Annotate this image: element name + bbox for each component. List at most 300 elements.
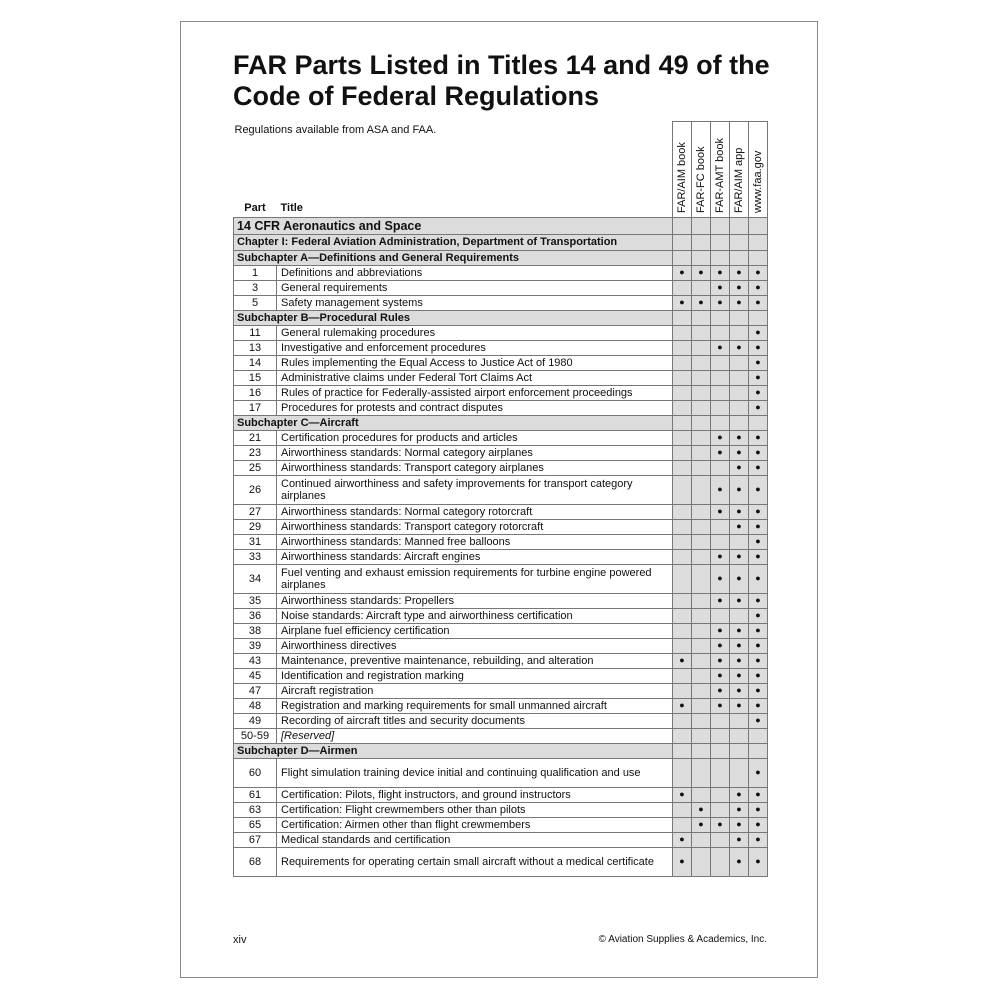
table-row <box>234 758 768 787</box>
source-cell <box>692 430 711 445</box>
part-title: General requirements <box>277 280 673 295</box>
source-cell <box>730 743 749 758</box>
availability-dot-icon: ● <box>736 267 742 277</box>
availability-dot-icon: ● <box>736 685 742 695</box>
subchapter-heading: Subchapter A—Definitions and General Requirements <box>234 250 673 265</box>
availability-dot-icon: ● <box>755 267 761 277</box>
source-cell <box>673 370 692 385</box>
source-cell <box>711 593 730 608</box>
source-cell <box>730 280 749 295</box>
source-cell <box>749 400 768 415</box>
source-cell <box>673 325 692 340</box>
source-cell <box>673 758 692 787</box>
availability-dot-icon: ● <box>736 447 742 457</box>
page-number: xiv <box>233 934 247 946</box>
table-row <box>234 295 768 310</box>
header-part: Part <box>244 201 266 214</box>
source-cell <box>749 758 768 787</box>
source-cell <box>749 549 768 564</box>
source-cell <box>730 728 749 743</box>
table-row <box>234 802 768 817</box>
source-cell <box>749 847 768 876</box>
availability-dot-icon: ● <box>717 685 723 695</box>
source-cell <box>673 549 692 564</box>
part-number: 25 <box>234 460 277 475</box>
source-cell <box>711 534 730 549</box>
availability-dot-icon: ● <box>717 282 723 292</box>
availability-dot-icon: ● <box>755 625 761 635</box>
availability-dot-icon: ● <box>755 387 761 397</box>
source-cell <box>673 460 692 475</box>
part-title: Airworthiness standards: Propellers <box>277 593 673 608</box>
source-cell <box>711 832 730 847</box>
availability-dot-icon: ● <box>755 402 761 412</box>
part-title: Airworthiness standards: Normal category rotorcraft <box>277 504 673 519</box>
source-cell <box>730 698 749 713</box>
part-title: Aircraft registration <box>277 683 673 698</box>
table-row <box>234 340 768 355</box>
availability-dot-icon: ● <box>679 700 685 710</box>
availability-dot-icon: ● <box>736 640 742 650</box>
availability-dot-icon: ● <box>755 327 761 337</box>
source-cell <box>692 787 711 802</box>
subtitle: Regulations available from ASA and FAA. <box>234 123 437 136</box>
source-cell <box>749 802 768 817</box>
source-cell <box>711 250 730 265</box>
table-header-row <box>234 122 768 218</box>
subchapter-row <box>234 310 768 325</box>
part-title: Fuel venting and exhaust emission requirements for turbine engine powered airplanes <box>277 564 673 593</box>
source-cell <box>692 608 711 623</box>
part-number: 50-59 <box>234 728 277 743</box>
source-cell <box>730 832 749 847</box>
table-row <box>234 847 768 876</box>
source-cell <box>730 608 749 623</box>
subchapter-row <box>234 415 768 430</box>
availability-dot-icon: ● <box>679 267 685 277</box>
source-cell <box>711 430 730 445</box>
part-title: Safety management systems <box>277 295 673 310</box>
availability-dot-icon: ● <box>755 655 761 665</box>
source-cell <box>673 430 692 445</box>
source-cell <box>692 638 711 653</box>
source-cell <box>730 758 749 787</box>
part-number: 21 <box>234 430 277 445</box>
availability-dot-icon: ● <box>736 573 742 583</box>
source-cell <box>692 460 711 475</box>
source-cell <box>730 340 749 355</box>
source-cell <box>711 743 730 758</box>
availability-dot-icon: ● <box>698 267 704 277</box>
source-cell <box>730 355 749 370</box>
table-row <box>234 460 768 475</box>
part-title: Flight simulation training device initial and continuing qualification and use <box>277 758 673 787</box>
part-number: 26 <box>234 475 277 504</box>
source-cell <box>692 415 711 430</box>
source-cell <box>711 683 730 698</box>
part-number: 43 <box>234 653 277 668</box>
source-cell <box>673 668 692 683</box>
source-cell <box>673 847 692 876</box>
part-title: Investigative and enforcement procedures <box>277 340 673 355</box>
part-number: 29 <box>234 519 277 534</box>
source-cell <box>711 310 730 325</box>
source-cell <box>749 445 768 460</box>
source-cell <box>749 593 768 608</box>
part-title: Certification: Airmen other than flight crewmembers <box>277 817 673 832</box>
source-cell <box>673 817 692 832</box>
source-cell <box>711 355 730 370</box>
source-cell <box>730 385 749 400</box>
source-cell <box>692 728 711 743</box>
source-cell <box>749 355 768 370</box>
source-cell <box>730 549 749 564</box>
availability-dot-icon: ● <box>755 447 761 457</box>
part-number: 16 <box>234 385 277 400</box>
part-number: 33 <box>234 549 277 564</box>
source-cell <box>749 217 768 234</box>
availability-dot-icon: ● <box>717 447 723 457</box>
source-cell <box>749 340 768 355</box>
availability-dot-icon: ● <box>755 297 761 307</box>
source-cell <box>692 564 711 593</box>
part-number: 36 <box>234 608 277 623</box>
table-row <box>234 519 768 534</box>
source-cell <box>711 623 730 638</box>
source-cell <box>749 385 768 400</box>
source-cell <box>711 638 730 653</box>
availability-dot-icon: ● <box>679 297 685 307</box>
availability-dot-icon: ● <box>755 282 761 292</box>
source-cell <box>749 310 768 325</box>
availability-dot-icon: ● <box>736 342 742 352</box>
source-cell <box>692 217 711 234</box>
availability-dot-icon: ● <box>755 357 761 367</box>
part-title: Definitions and abbreviations <box>277 265 673 280</box>
table-row <box>234 549 768 564</box>
part-number: 34 <box>234 564 277 593</box>
part-title: Airworthiness standards: Normal category airplanes <box>277 445 673 460</box>
source-cell <box>730 638 749 653</box>
availability-dot-icon: ● <box>679 834 685 844</box>
source-cell <box>692 817 711 832</box>
table-row <box>234 445 768 460</box>
source-cell <box>692 265 711 280</box>
part-title: Rules implementing the Equal Access to Justice Act of 1980 <box>277 355 673 370</box>
source-cell <box>673 385 692 400</box>
availability-dot-icon: ● <box>679 789 685 799</box>
availability-dot-icon: ● <box>717 297 723 307</box>
part-title: Medical standards and certification <box>277 832 673 847</box>
part-title: Identification and registration marking <box>277 668 673 683</box>
part-number: 5 <box>234 295 277 310</box>
section-heading: 14 CFR Aeronautics and Space <box>234 217 673 234</box>
source-cell <box>749 713 768 728</box>
source-cell <box>749 534 768 549</box>
part-number: 17 <box>234 400 277 415</box>
source-label: FAR-FC book <box>695 146 707 214</box>
availability-dot-icon: ● <box>717 342 723 352</box>
availability-dot-icon: ● <box>679 856 685 866</box>
part-number: 63 <box>234 802 277 817</box>
table-row <box>234 325 768 340</box>
availability-dot-icon: ● <box>736 521 742 531</box>
source-cell <box>692 475 711 504</box>
source-cell <box>673 280 692 295</box>
source-cell <box>749 832 768 847</box>
source-cell <box>673 265 692 280</box>
page-title: FAR Parts Listed in Titles 14 and 49 of the Code of Federal Regulations <box>233 50 770 111</box>
source-cell <box>673 519 692 534</box>
availability-dot-icon: ● <box>736 282 742 292</box>
source-cell <box>673 234 692 250</box>
availability-dot-icon: ● <box>717 700 723 710</box>
part-number: 68 <box>234 847 277 876</box>
availability-dot-icon: ● <box>717 484 723 494</box>
source-cell <box>730 817 749 832</box>
availability-dot-icon: ● <box>755 670 761 680</box>
part-number: 38 <box>234 623 277 638</box>
source-cell <box>730 217 749 234</box>
part-number: 14 <box>234 355 277 370</box>
subchapter-row <box>234 250 768 265</box>
source-cell <box>692 355 711 370</box>
part-number: 35 <box>234 593 277 608</box>
availability-dot-icon: ● <box>755 506 761 516</box>
source-cell <box>711 802 730 817</box>
section-row <box>234 217 768 234</box>
source-cell <box>730 400 749 415</box>
part-title: Airworthiness directives <box>277 638 673 653</box>
source-cell <box>673 743 692 758</box>
source-cell <box>730 504 749 519</box>
source-cell <box>711 400 730 415</box>
source-cell <box>730 370 749 385</box>
part-title: Airworthiness standards: Manned free balloons <box>277 534 673 549</box>
source-cell <box>692 623 711 638</box>
table-row <box>234 280 768 295</box>
source-cell <box>730 519 749 534</box>
subchapter-row <box>234 743 768 758</box>
source-cell <box>673 713 692 728</box>
source-cell <box>730 847 749 876</box>
availability-dot-icon: ● <box>736 670 742 680</box>
availability-dot-icon: ● <box>755 700 761 710</box>
source-cell <box>749 519 768 534</box>
source-cell <box>749 638 768 653</box>
source-cell <box>711 847 730 876</box>
source-cell <box>730 713 749 728</box>
source-cell <box>711 460 730 475</box>
source-cell <box>673 728 692 743</box>
source-cell <box>730 653 749 668</box>
source-cell <box>730 325 749 340</box>
source-cell <box>711 787 730 802</box>
table-row <box>234 564 768 593</box>
source-cell <box>730 593 749 608</box>
part-number: 45 <box>234 668 277 683</box>
source-cell <box>749 430 768 445</box>
source-cell <box>673 698 692 713</box>
part-title: Airworthiness standards: Aircraft engines <box>277 549 673 564</box>
source-cell <box>749 504 768 519</box>
header-source-far-aim-book <box>673 122 692 218</box>
source-cell <box>692 445 711 460</box>
part-title: Continued airworthiness and safety improvements for transport category airplanes <box>277 475 673 504</box>
availability-dot-icon: ● <box>717 640 723 650</box>
source-cell <box>673 638 692 653</box>
availability-dot-icon: ● <box>755 685 761 695</box>
part-number: 67 <box>234 832 277 847</box>
part-title: Registration and marking requirements for small unmanned aircraft <box>277 698 673 713</box>
part-number: 23 <box>234 445 277 460</box>
chapter-row <box>234 234 768 250</box>
part-title: Airworthiness standards: Transport category rotorcraft <box>277 519 673 534</box>
part-title: Requirements for operating certain small aircraft without a medical certificate <box>277 847 673 876</box>
availability-dot-icon: ● <box>755 484 761 494</box>
source-cell <box>673 787 692 802</box>
source-cell <box>711 668 730 683</box>
subchapter-heading: Subchapter D—Airmen <box>234 743 673 758</box>
source-cell <box>692 519 711 534</box>
part-title: [Reserved] <box>277 728 673 743</box>
table-row <box>234 683 768 698</box>
part-title: Administrative claims under Federal Tort Claims Act <box>277 370 673 385</box>
availability-dot-icon: ● <box>736 819 742 829</box>
far-parts-table <box>233 121 768 877</box>
table-row <box>234 608 768 623</box>
part-number: 61 <box>234 787 277 802</box>
source-cell <box>749 250 768 265</box>
source-cell <box>749 623 768 638</box>
source-cell <box>711 295 730 310</box>
availability-dot-icon: ● <box>717 670 723 680</box>
source-cell <box>749 743 768 758</box>
source-cell <box>730 623 749 638</box>
part-title: Certification procedures for products and articles <box>277 430 673 445</box>
part-number: 60 <box>234 758 277 787</box>
availability-dot-icon: ● <box>755 834 761 844</box>
source-cell <box>673 623 692 638</box>
subchapter-heading: Subchapter B—Procedural Rules <box>234 310 673 325</box>
availability-dot-icon: ● <box>679 655 685 665</box>
availability-dot-icon: ● <box>717 625 723 635</box>
source-cell <box>692 653 711 668</box>
part-number: 1 <box>234 265 277 280</box>
source-label: www.faa.gov <box>752 150 764 214</box>
availability-dot-icon: ● <box>698 804 704 814</box>
availability-dot-icon: ● <box>736 506 742 516</box>
source-cell <box>673 832 692 847</box>
part-number: 47 <box>234 683 277 698</box>
part-number: 39 <box>234 638 277 653</box>
source-cell <box>711 475 730 504</box>
part-title: General rulemaking procedures <box>277 325 673 340</box>
source-label: FAR/AIM app <box>733 147 745 214</box>
source-cell <box>673 340 692 355</box>
source-cell <box>692 504 711 519</box>
source-cell <box>673 310 692 325</box>
table-row <box>234 400 768 415</box>
source-cell <box>730 445 749 460</box>
source-cell <box>749 698 768 713</box>
part-title: Airworthiness standards: Transport category airplanes <box>277 460 673 475</box>
source-cell <box>711 608 730 623</box>
source-cell <box>692 370 711 385</box>
table-row <box>234 593 768 608</box>
source-cell <box>749 234 768 250</box>
availability-dot-icon: ● <box>736 462 742 472</box>
availability-dot-icon: ● <box>755 856 761 866</box>
source-cell <box>692 234 711 250</box>
part-title: Certification: Flight crewmembers other than pilots <box>277 802 673 817</box>
part-number: 15 <box>234 370 277 385</box>
source-cell <box>692 250 711 265</box>
availability-dot-icon: ● <box>755 789 761 799</box>
source-cell <box>749 265 768 280</box>
source-cell <box>749 325 768 340</box>
part-title: Rules of practice for Federally-assisted airport enforcement proceedings <box>277 385 673 400</box>
table-row <box>234 265 768 280</box>
table-row <box>234 728 768 743</box>
availability-dot-icon: ● <box>736 789 742 799</box>
availability-dot-icon: ● <box>736 700 742 710</box>
source-cell <box>692 385 711 400</box>
source-cell <box>749 295 768 310</box>
availability-dot-icon: ● <box>736 595 742 605</box>
source-cell <box>711 234 730 250</box>
source-cell <box>673 802 692 817</box>
part-number: 65 <box>234 817 277 832</box>
availability-dot-icon: ● <box>717 819 723 829</box>
source-cell <box>673 217 692 234</box>
source-cell <box>692 280 711 295</box>
availability-dot-icon: ● <box>755 432 761 442</box>
availability-dot-icon: ● <box>755 819 761 829</box>
source-cell <box>673 445 692 460</box>
source-cell <box>730 234 749 250</box>
availability-dot-icon: ● <box>736 432 742 442</box>
source-cell <box>749 728 768 743</box>
source-cell <box>711 385 730 400</box>
source-cell <box>711 653 730 668</box>
source-cell <box>749 683 768 698</box>
availability-dot-icon: ● <box>717 655 723 665</box>
availability-dot-icon: ● <box>736 551 742 561</box>
source-cell <box>749 564 768 593</box>
table-row <box>234 653 768 668</box>
source-cell <box>749 608 768 623</box>
part-number: 48 <box>234 698 277 713</box>
availability-dot-icon: ● <box>736 625 742 635</box>
availability-dot-icon: ● <box>755 342 761 352</box>
subchapter-heading: Subchapter C—Aircraft <box>234 415 673 430</box>
source-cell <box>692 549 711 564</box>
source-cell <box>673 475 692 504</box>
availability-dot-icon: ● <box>755 462 761 472</box>
availability-dot-icon: ● <box>736 484 742 494</box>
part-title: Procedures for protests and contract disputes <box>277 400 673 415</box>
source-cell <box>730 265 749 280</box>
source-cell <box>730 475 749 504</box>
source-cell <box>730 415 749 430</box>
source-cell <box>730 683 749 698</box>
source-cell <box>692 847 711 876</box>
source-cell <box>711 370 730 385</box>
part-title: Maintenance, preventive maintenance, rebuilding, and alteration <box>277 653 673 668</box>
table-row <box>234 385 768 400</box>
source-cell <box>692 743 711 758</box>
